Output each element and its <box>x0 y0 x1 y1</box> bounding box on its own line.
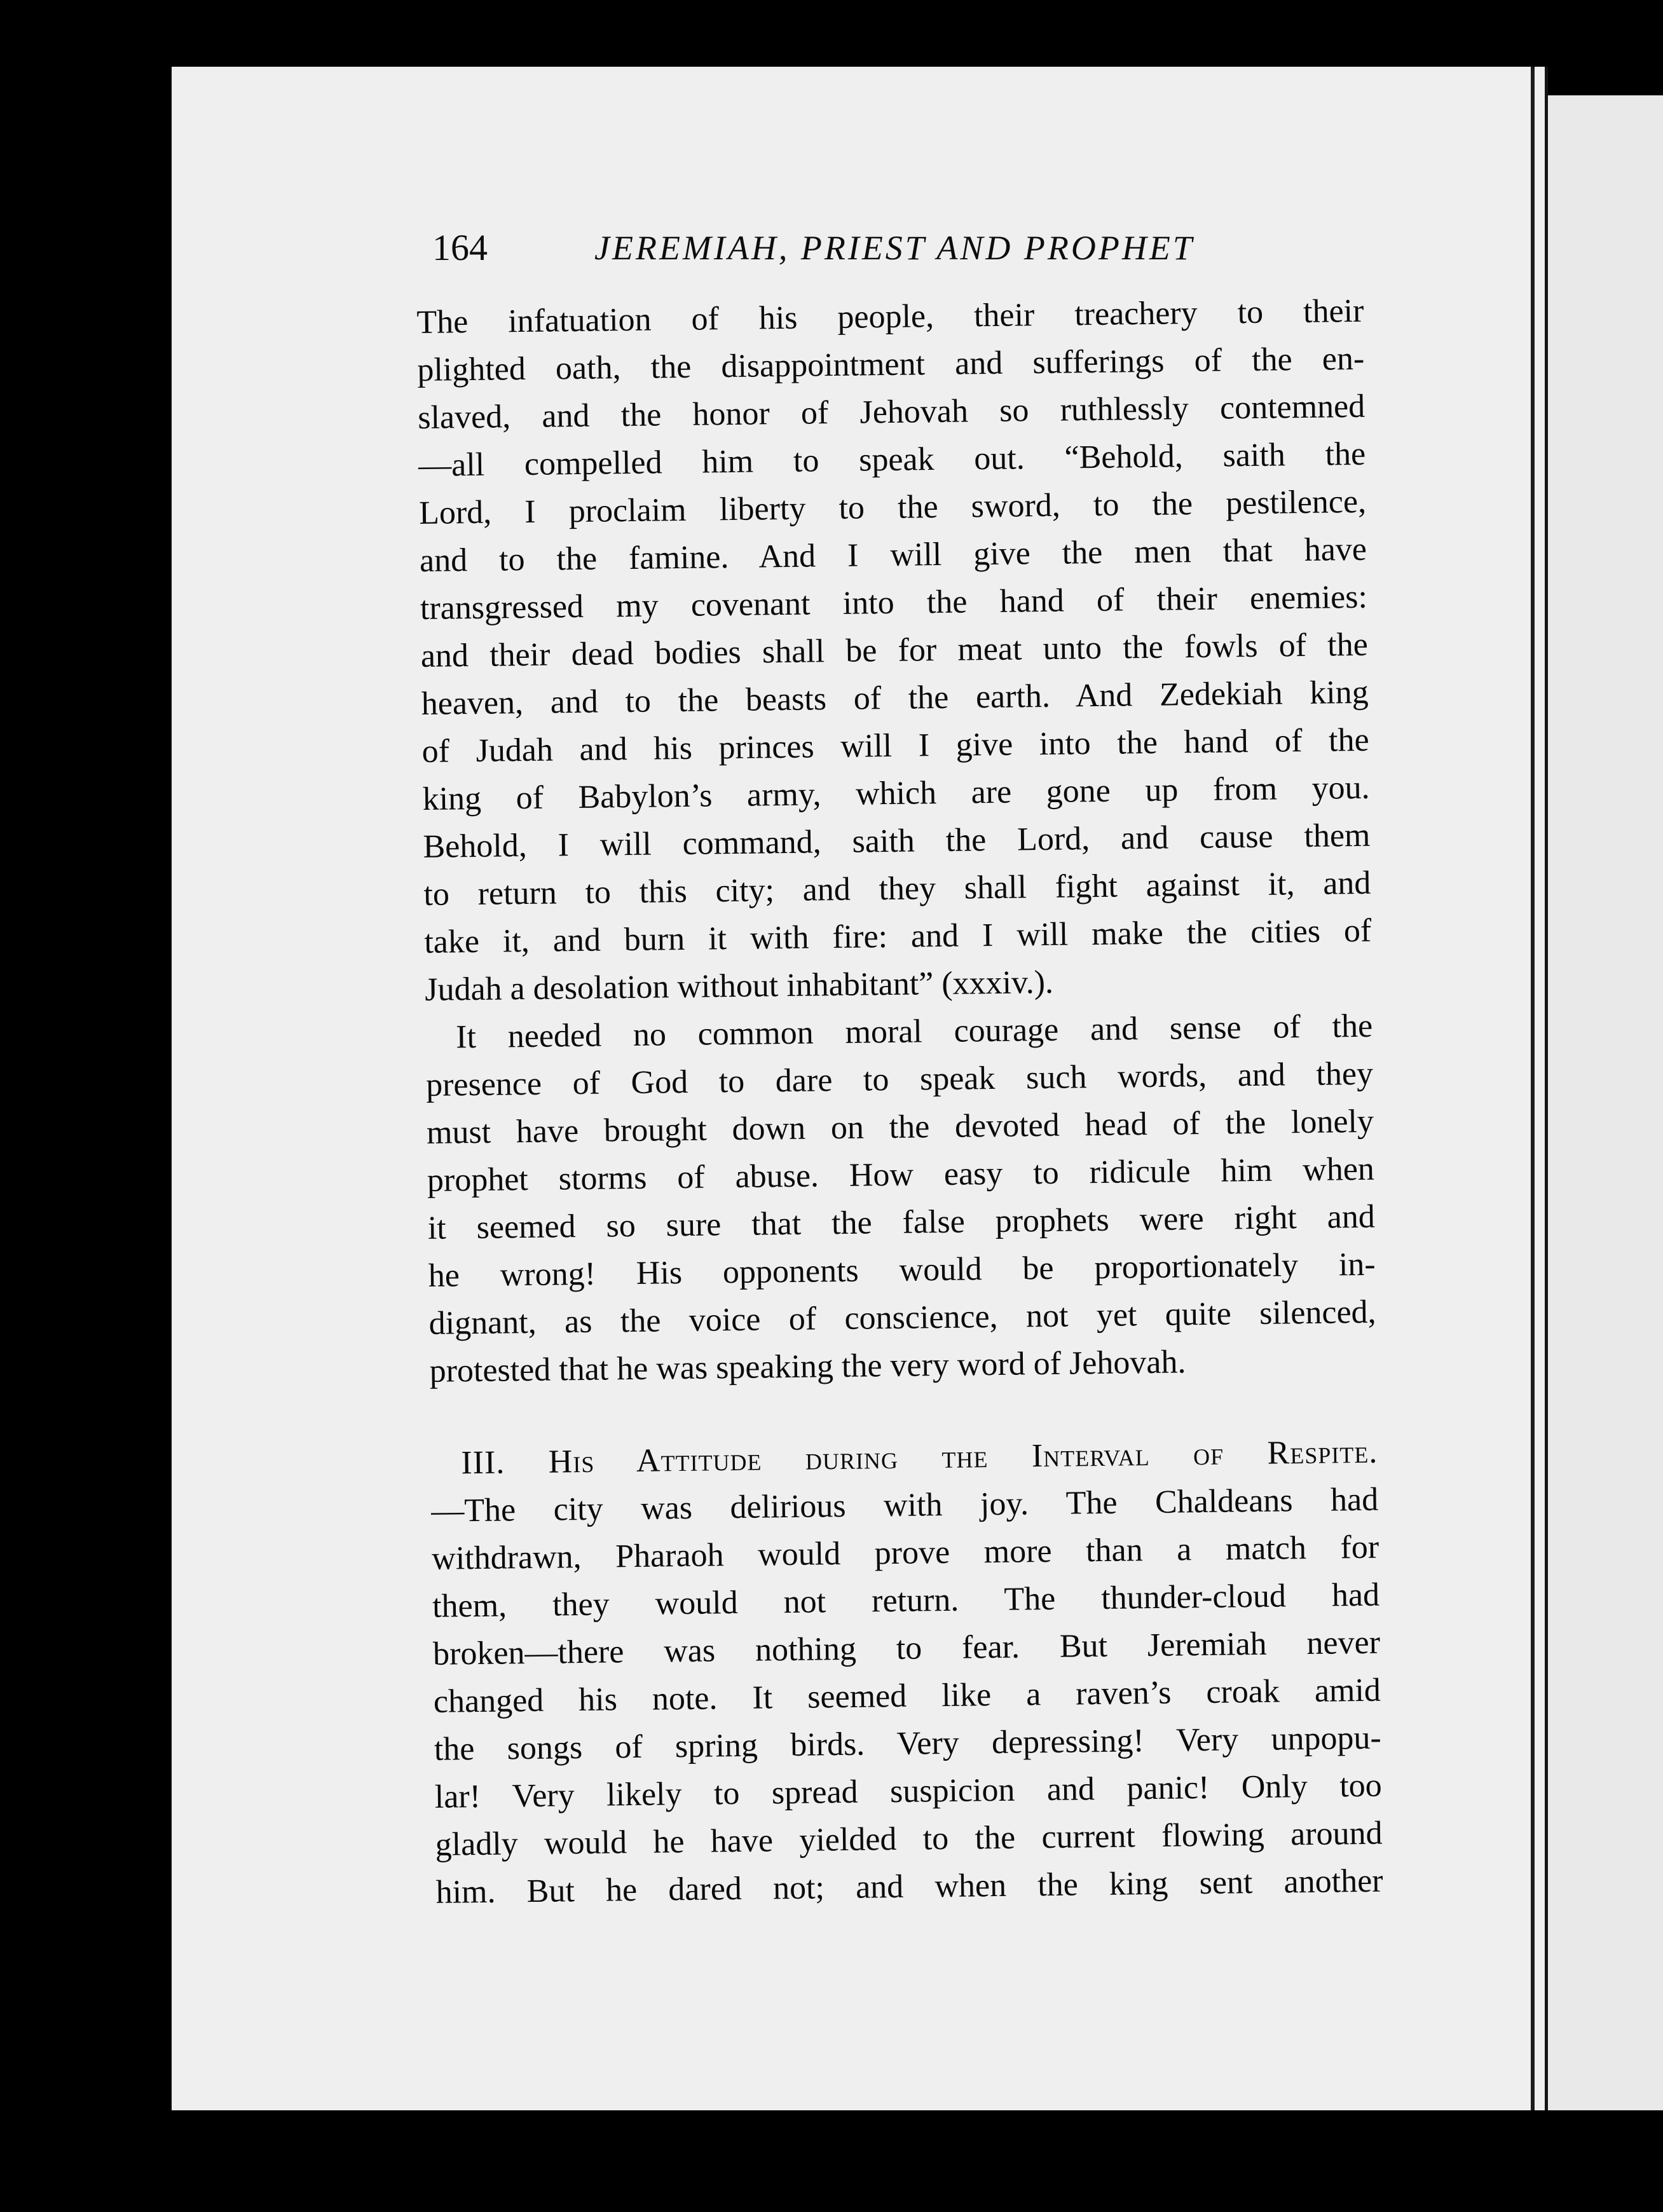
text-line: Judah a desolation without inhabitant” (xxxiv.). <box>424 964 1054 1008</box>
text-line: broken—there was nothing to fear. But Jeremiah never <box>432 1624 1381 1672</box>
facing-page-edge <box>1548 95 1663 2110</box>
text-line: gladly would he have yielded to the current flowing around <box>435 1815 1383 1863</box>
page-header <box>432 219 1259 276</box>
text-line: lar! Very likely to spread suspicion and panic! Only too <box>434 1767 1383 1815</box>
text-line: king of Babylon’s army, which are gone up from you. <box>422 769 1370 817</box>
text-line: him. But he dared not; and when the king sent another <box>435 1862 1383 1911</box>
text-line: and to the famine. And I will give the men that have <box>419 531 1367 579</box>
text-line: Lord, I proclaim liberty to the sword, to the pestilence, <box>418 483 1367 531</box>
text-line: —all compelled him to speak out. “Behold, saith the <box>418 435 1366 484</box>
text-line: them, they would not return. The thunder-cloud had <box>432 1576 1380 1625</box>
text-line: must have brought down on the devoted head of the lonely <box>426 1103 1374 1151</box>
text-line: it seemed so sure that the false prophets were right and <box>427 1198 1376 1246</box>
section-paragraph <box>430 1428 1383 1916</box>
paragraph <box>416 287 1372 1014</box>
text-line: plighted oath, the disappointment and sufferings of the en- <box>417 340 1365 388</box>
section-heading: III. His Attitude during the Interval of Respite. <box>461 1433 1378 1482</box>
text-line: take it, and burn it with fire: and I will make the cities of <box>424 912 1372 960</box>
text-line: It needed no common moral courage and sense of the <box>455 1007 1373 1056</box>
text-line: withdrawn, Pharaoh would prove more than a match for <box>431 1529 1379 1577</box>
text-line: —The city was delirious with joy. The Chaldeans had <box>430 1481 1379 1529</box>
paragraph <box>425 1002 1377 1395</box>
running-title: JEREMIAH, PRIEST AND PROPHET <box>594 229 1194 267</box>
text-line: dignant, as the voice of conscience, not yet quite silenced, <box>428 1294 1376 1342</box>
text-line: prophet storms of abuse. How easy to ridicule him when <box>427 1150 1375 1199</box>
text-line: of Judah and his princes will I give into the hand of the <box>421 721 1369 770</box>
text-line: and their dead bodies shall be for meat unto the fowls of the <box>420 626 1369 674</box>
text-line: protested that he was speaking the very word of Jehovah. <box>429 1344 1186 1389</box>
text-line: changed his note. It seemed like a raven’s croak amid <box>433 1672 1381 1720</box>
text-line: Behold, I will command, saith the Lord, and cause them <box>423 817 1371 865</box>
page-number: 164 <box>432 227 488 268</box>
text-line: to return to this city; and they shall fight against it, and <box>423 864 1371 913</box>
text-line: The infatuation of his people, their treachery to their <box>416 292 1364 341</box>
text-line: presence of God to dare to speak such words, and they <box>425 1055 1374 1103</box>
text-line: heaven, and to the beasts of the earth. And Zedekiah king <box>421 674 1369 722</box>
text-line: he wrong! His opponents would be proportionately in- <box>428 1246 1376 1294</box>
text-line: transgressed my covenant into the hand of their enemies: <box>420 578 1368 627</box>
page-gutter <box>1531 67 1535 2110</box>
body-text <box>416 287 1383 1916</box>
text-line: the songs of spring birds. Very depressing! Very unpopu- <box>434 1719 1382 1768</box>
text-line: slaved, and the honor of Jehovah so ruthlessly contemned <box>417 388 1365 436</box>
